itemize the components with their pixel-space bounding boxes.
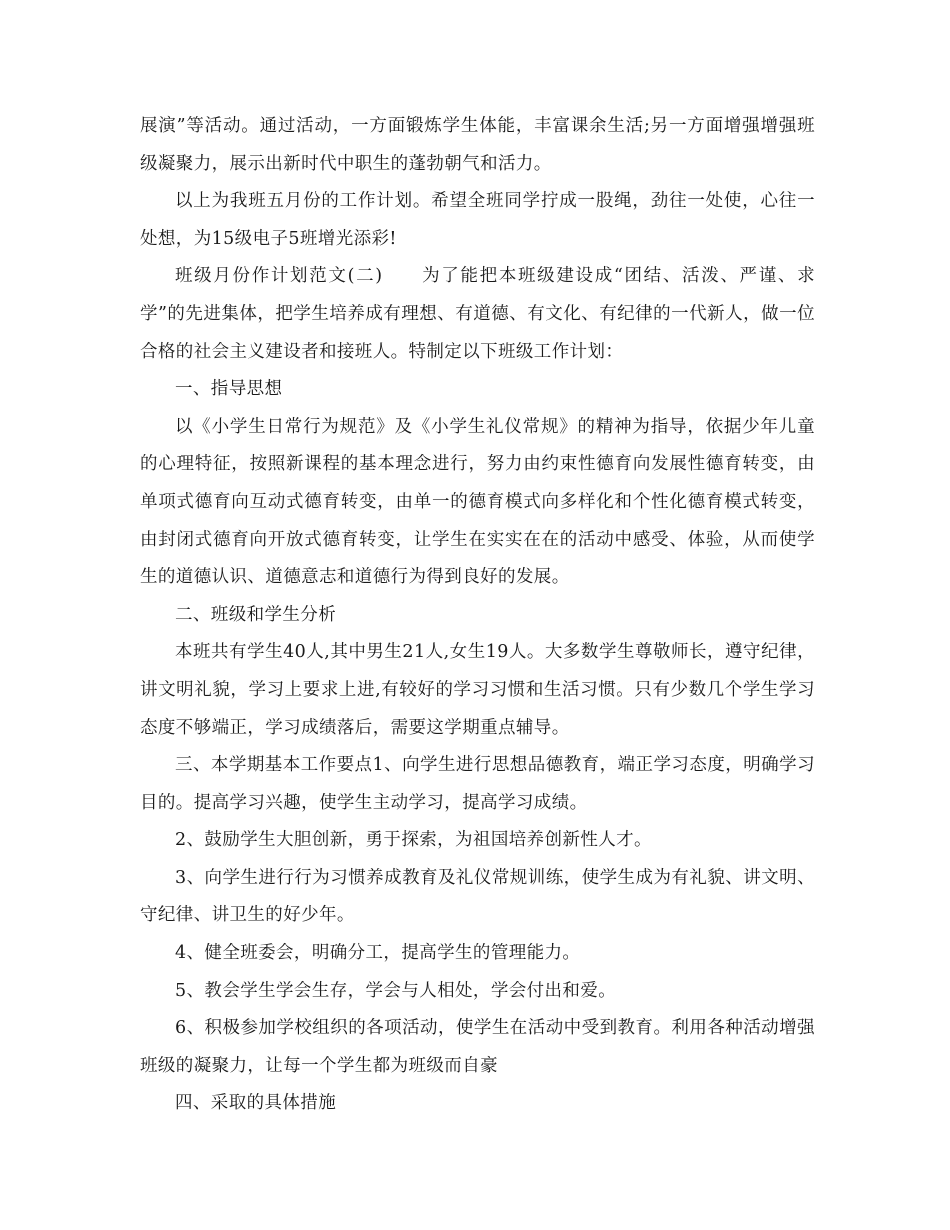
paragraph-work-points-4: 4、健全班委会，明确分工，提高学生的管理能力。: [175, 943, 581, 964]
paragraph-activities-continued: 展演”等活动。通过活动，一方面锻炼学生体能，丰富课余生活;另一方面增强增强班级凝聚力，展示出新时代中职生的蓬勃朝气和活力。: [140, 116, 815, 174]
document-body: [140, 108, 815, 1123]
paragraph-work-points-1: 三、本学期基本工作要点1、向学生进行思想品德教育，端正学习态度，明确学习目的。提高学习兴趣，使学生主动学习，提高学习成绩。: [140, 755, 815, 813]
paragraph-work-points-6: 6、积极参加学校组织的各项活动，使学生在活动中受到教育。利用各种活动增强班级的凝聚力，让每一个学生都为班级而自豪: [140, 1018, 815, 1076]
paragraph-work-points-2: 2、鼓励学生大胆创新，勇于探索，为祖国培养创新性人才。: [175, 830, 652, 851]
paragraph-guiding-ideology: 以《小学生日常行为规范》及《小学生礼仪常规》的精神为指导，依据少年儿童的心理特征，按照新课程的基本理念进行，努力由约束性德育向发展性德育转变，由单项式德育向互动式德育转变，由单一的德育模式向多样化和个性化德育模式转变，由封闭式德育向开放式德育转变，让学生在实实在在的活动中感受、体验，从而使学生的道德认识、道德意志和道德行为得到良好的发展。: [140, 416, 815, 588]
paragraph-work-points-5: 5、教会学生学会生存，学会与人相处，学会付出和爱。: [175, 980, 617, 1001]
heading-specific-measures: 四、采取的具体措施: [175, 1093, 337, 1114]
paragraph-work-points-3: 3、向学生进行行为习惯养成教育及礼仪常规训练，使学生成为有礼貌、讲文明、守纪律、讲卫生的好少年。: [140, 867, 815, 926]
paragraph-class-analysis: 本班共有学生40人,其中男生21人,女生19人。大多数学生尊敬师长，遵守纪律，讲文明礼貌，学习上要求上进,有较好的学习习惯和生活习惯。只有少数几个学生学习态度不够端正，学习成绩落后，需要这学期重点辅导。: [140, 642, 815, 738]
heading-guiding-ideology: 一、指导思想: [175, 379, 283, 400]
heading-class-analysis: 二、班级和学生分析: [175, 604, 337, 625]
paragraph-plan-example-two-intro: 班级月份作计划范文(二) 为了能把本班级建设成“团结、活泼、严谨、求学”的先进集体，把学生培养成有理想、有道德、有文化、有纪律的一代新人，做一位合格的社会主义建设者和接班人。特制定以下班级工作计划：: [140, 266, 815, 362]
paragraph-may-plan-summary: 以上为我班五月份的工作计划。希望全班同学拧成一股绳，劲往一处使，心往一处想，为15级电子5班增光添彩!: [140, 191, 815, 249]
